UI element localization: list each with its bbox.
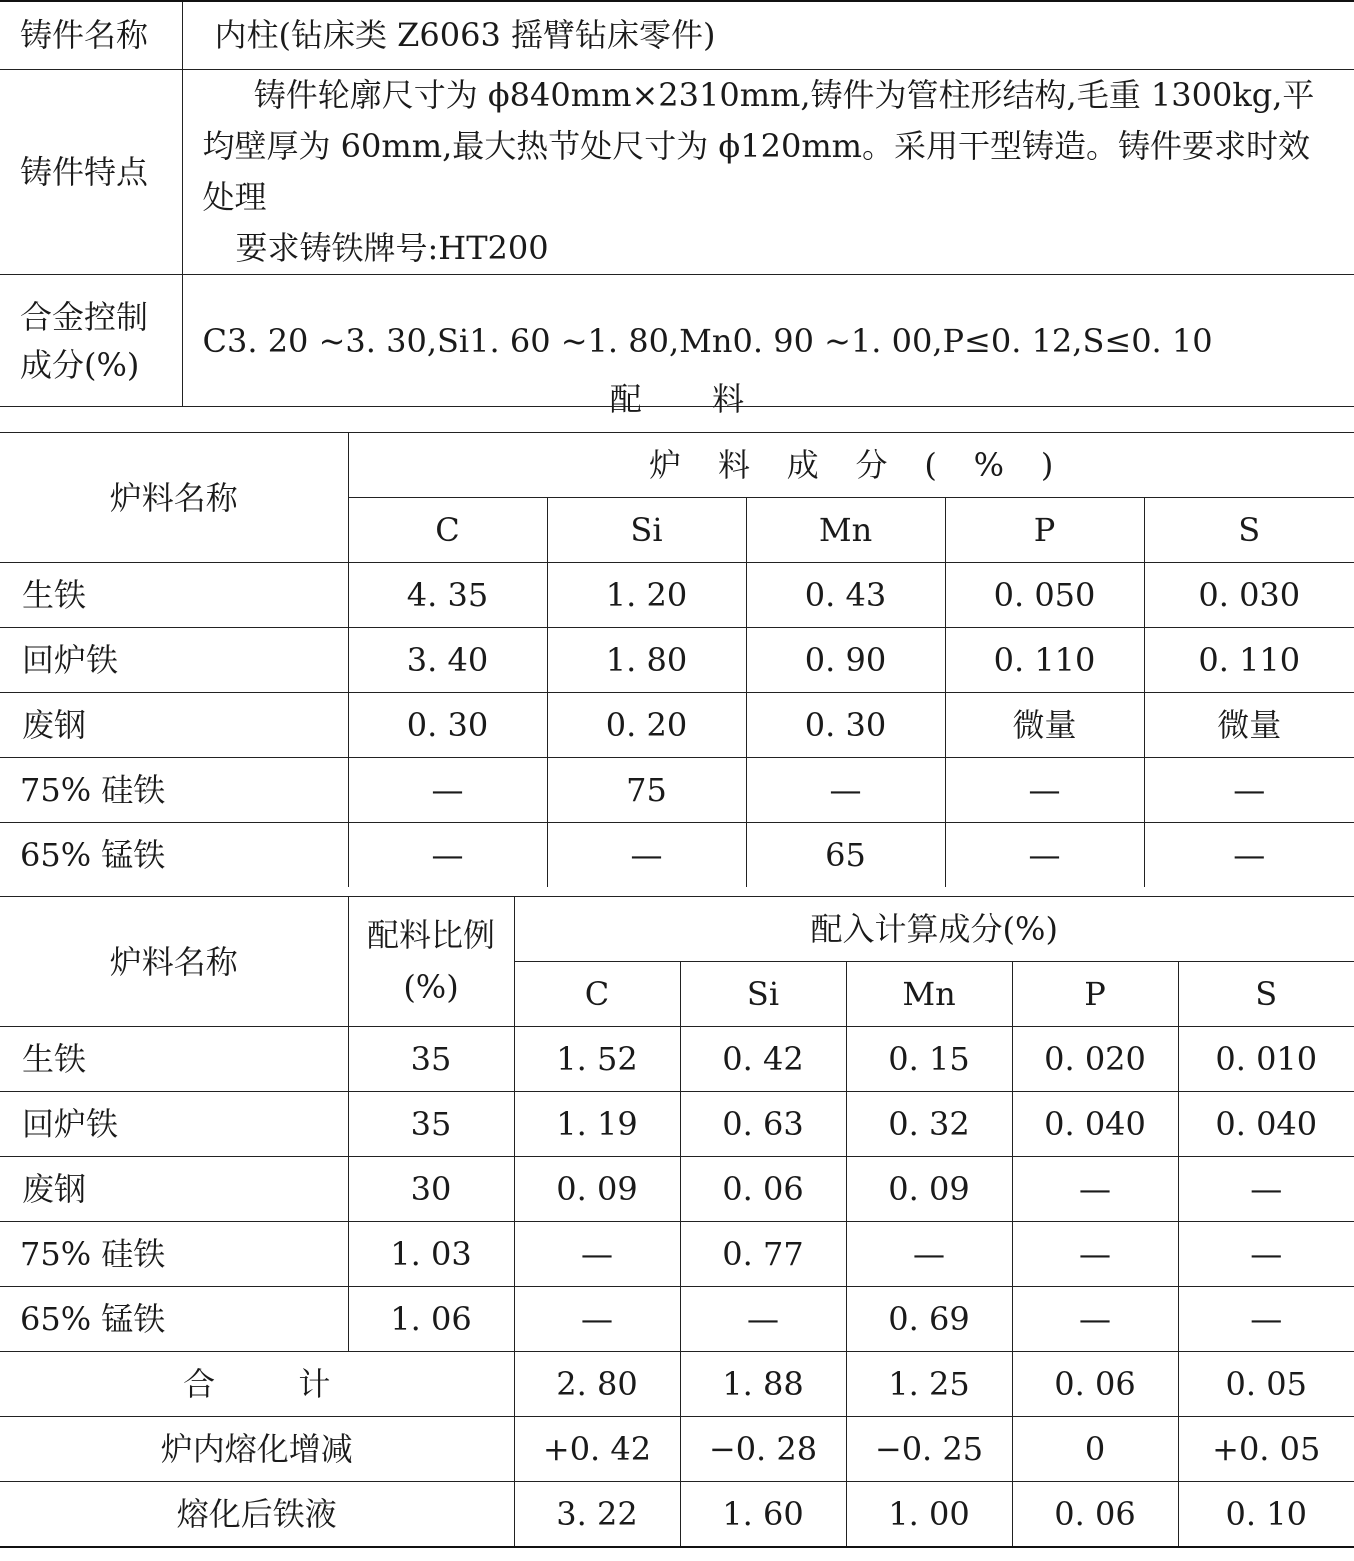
value-cell: 0. 15: [846, 1027, 1012, 1092]
value-cell: 0. 110: [1144, 628, 1354, 693]
value-cell: 1. 80: [547, 628, 746, 693]
charge-calculation-table: [0, 896, 1354, 1548]
table-row: [0, 1092, 1354, 1157]
composition-col-s: S: [1144, 498, 1354, 563]
table-row: [0, 693, 1354, 758]
material-name: 回炉铁: [0, 628, 348, 693]
composition-header-row: [0, 433, 1354, 498]
alloy-label-line1: 合金控制: [20, 297, 149, 336]
value-cell: —: [1144, 823, 1354, 888]
table-row: [0, 628, 1354, 693]
value-cell: 0. 30: [746, 693, 945, 758]
casting-info-table: [0, 0, 1354, 407]
value-cell: —: [945, 758, 1144, 823]
value-cell: 0. 63: [680, 1092, 846, 1157]
value-cell: 0. 43: [746, 563, 945, 628]
value-cell: —: [348, 823, 547, 888]
material-name: 65% 锰铁: [0, 823, 348, 888]
calculation-group-header: 配入计算成分(%): [514, 897, 1354, 962]
value-cell: 0. 05: [1178, 1352, 1354, 1417]
value-cell: 0: [1012, 1417, 1178, 1482]
ratio-cell: 35: [348, 1092, 514, 1157]
value-cell: 3. 40: [348, 628, 547, 693]
value-cell: 0. 06: [680, 1157, 846, 1222]
value-cell: 0. 010: [1178, 1027, 1354, 1092]
value-cell: 65: [746, 823, 945, 888]
value-cell: 0. 42: [680, 1027, 846, 1092]
table-row: [0, 563, 1354, 628]
casting-features-label: 铸件特点: [0, 69, 182, 275]
material-name: 75% 硅铁: [0, 1222, 348, 1287]
ratio-header-line1: 配料比例: [366, 916, 495, 955]
casting-name-label: 铸件名称: [0, 1, 182, 69]
value-cell: 0. 09: [846, 1157, 1012, 1222]
summary-row-final: [0, 1482, 1354, 1548]
composition-group-header: 炉料成分(%): [348, 433, 1354, 498]
calculation-col-c: C: [514, 962, 680, 1027]
value-cell: 微量: [1144, 693, 1354, 758]
value-cell: 1. 00: [846, 1482, 1012, 1548]
value-cell: 1. 88: [680, 1352, 846, 1417]
value-cell: —: [514, 1222, 680, 1287]
casting-features-row: [0, 69, 1354, 275]
casting-name-row: [0, 1, 1354, 69]
value-cell: 1. 19: [514, 1092, 680, 1157]
value-cell: —: [514, 1287, 680, 1352]
value-cell: —: [1178, 1287, 1354, 1352]
value-cell: —: [348, 758, 547, 823]
value-cell: 0. 30: [348, 693, 547, 758]
casting-features-text: 铸件轮廓尺寸为 ϕ840mm×2310mm,铸件为管柱形结构,毛重 1300kg,平均壁厚为 60mm,最大热节处尺寸为 ϕ120mm。采用干型铸造。铸件要求时效处理: [202, 75, 1315, 216]
casting-features-cell: [182, 69, 1354, 275]
composition-name-header: 炉料名称: [0, 433, 348, 563]
value-cell: —: [680, 1287, 846, 1352]
summary-label: 炉内熔化增减: [0, 1417, 514, 1482]
summary-label: 合计: [0, 1352, 514, 1417]
value-cell: 微量: [945, 693, 1144, 758]
value-cell: 0. 110: [945, 628, 1144, 693]
value-cell: 0. 050: [945, 563, 1144, 628]
value-cell: 1. 20: [547, 563, 746, 628]
ratio-header: [348, 897, 514, 1027]
ratio-header-line2: (%): [403, 967, 459, 1006]
value-cell: 0. 040: [1178, 1092, 1354, 1157]
value-cell: 1. 60: [680, 1482, 846, 1548]
value-cell: 0. 09: [514, 1157, 680, 1222]
value-cell: —: [1178, 1222, 1354, 1287]
value-cell: —: [945, 823, 1144, 888]
value-cell: —: [1178, 1157, 1354, 1222]
calculation-col-p: P: [1012, 962, 1178, 1027]
value-cell: 3. 22: [514, 1482, 680, 1548]
value-cell: 75: [547, 758, 746, 823]
value-cell: −0. 28: [680, 1417, 846, 1482]
value-cell: −0. 25: [846, 1417, 1012, 1482]
value-cell: —: [547, 823, 746, 888]
value-cell: —: [1012, 1222, 1178, 1287]
value-cell: 0. 030: [1144, 563, 1354, 628]
summary-row-total: [0, 1352, 1354, 1417]
calculation-col-s: S: [1178, 962, 1354, 1027]
summary-row-melt-change: [0, 1417, 1354, 1482]
alloy-control-value: C3. 20 ~3. 30,Si1. 60 ~1. 80,Mn0. 90 ~1. 00,P≤0. 12,S≤0. 10: [182, 275, 1354, 407]
value-cell: —: [746, 758, 945, 823]
value-cell: 0. 06: [1012, 1352, 1178, 1417]
section-title: 配料: [609, 380, 815, 418]
value-cell: 1. 52: [514, 1027, 680, 1092]
composition-col-c: C: [348, 498, 547, 563]
calculation-col-si: Si: [680, 962, 846, 1027]
casting-grade-text: 要求铸铁牌号:HT200: [235, 229, 549, 268]
value-cell: +0. 05: [1178, 1417, 1354, 1482]
value-cell: —: [1144, 758, 1354, 823]
calculation-name-header: 炉料名称: [0, 897, 348, 1027]
value-cell: 2. 80: [514, 1352, 680, 1417]
material-name: 生铁: [0, 563, 348, 628]
value-cell: 4. 35: [348, 563, 547, 628]
material-name: 75% 硅铁: [0, 758, 348, 823]
calculation-header-row: [0, 897, 1354, 962]
table-row: [0, 1287, 1354, 1352]
value-cell: 0. 32: [846, 1092, 1012, 1157]
calculation-col-mn: Mn: [846, 962, 1012, 1027]
material-name: 废钢: [0, 693, 348, 758]
material-name: 生铁: [0, 1027, 348, 1092]
value-cell: 0. 77: [680, 1222, 846, 1287]
value-cell: 0. 20: [547, 693, 746, 758]
value-cell: 0. 06: [1012, 1482, 1178, 1548]
table-row: [0, 1222, 1354, 1287]
table-row: [0, 1027, 1354, 1092]
value-cell: 0. 69: [846, 1287, 1012, 1352]
value-cell: +0. 42: [514, 1417, 680, 1482]
material-name: 65% 锰铁: [0, 1287, 348, 1352]
table-row: [0, 1157, 1354, 1222]
material-name: 回炉铁: [0, 1092, 348, 1157]
composition-col-si: Si: [547, 498, 746, 563]
value-cell: 1. 25: [846, 1352, 1012, 1417]
table-row: [0, 823, 1354, 888]
value-cell: 0. 90: [746, 628, 945, 693]
alloy-label-line2: 成分(%): [20, 345, 140, 384]
charge-composition-table: [0, 432, 1354, 887]
value-cell: —: [1012, 1157, 1178, 1222]
composition-col-p: P: [945, 498, 1144, 563]
ratio-cell: 1. 06: [348, 1287, 514, 1352]
summary-label: 熔化后铁液: [0, 1482, 514, 1548]
composition-col-mn: Mn: [746, 498, 945, 563]
value-cell: 0. 020: [1012, 1027, 1178, 1092]
value-cell: —: [1012, 1287, 1178, 1352]
table-row: [0, 758, 1354, 823]
value-cell: —: [846, 1222, 1012, 1287]
value-cell: 0. 040: [1012, 1092, 1178, 1157]
ratio-cell: 30: [348, 1157, 514, 1222]
casting-name-value: 内柱(钻床类 Z6063 摇臂钻床零件): [182, 1, 1354, 69]
material-name: 废钢: [0, 1157, 348, 1222]
value-cell: 0. 10: [1178, 1482, 1354, 1548]
ratio-cell: 35: [348, 1027, 514, 1092]
ratio-cell: 1. 03: [348, 1222, 514, 1287]
